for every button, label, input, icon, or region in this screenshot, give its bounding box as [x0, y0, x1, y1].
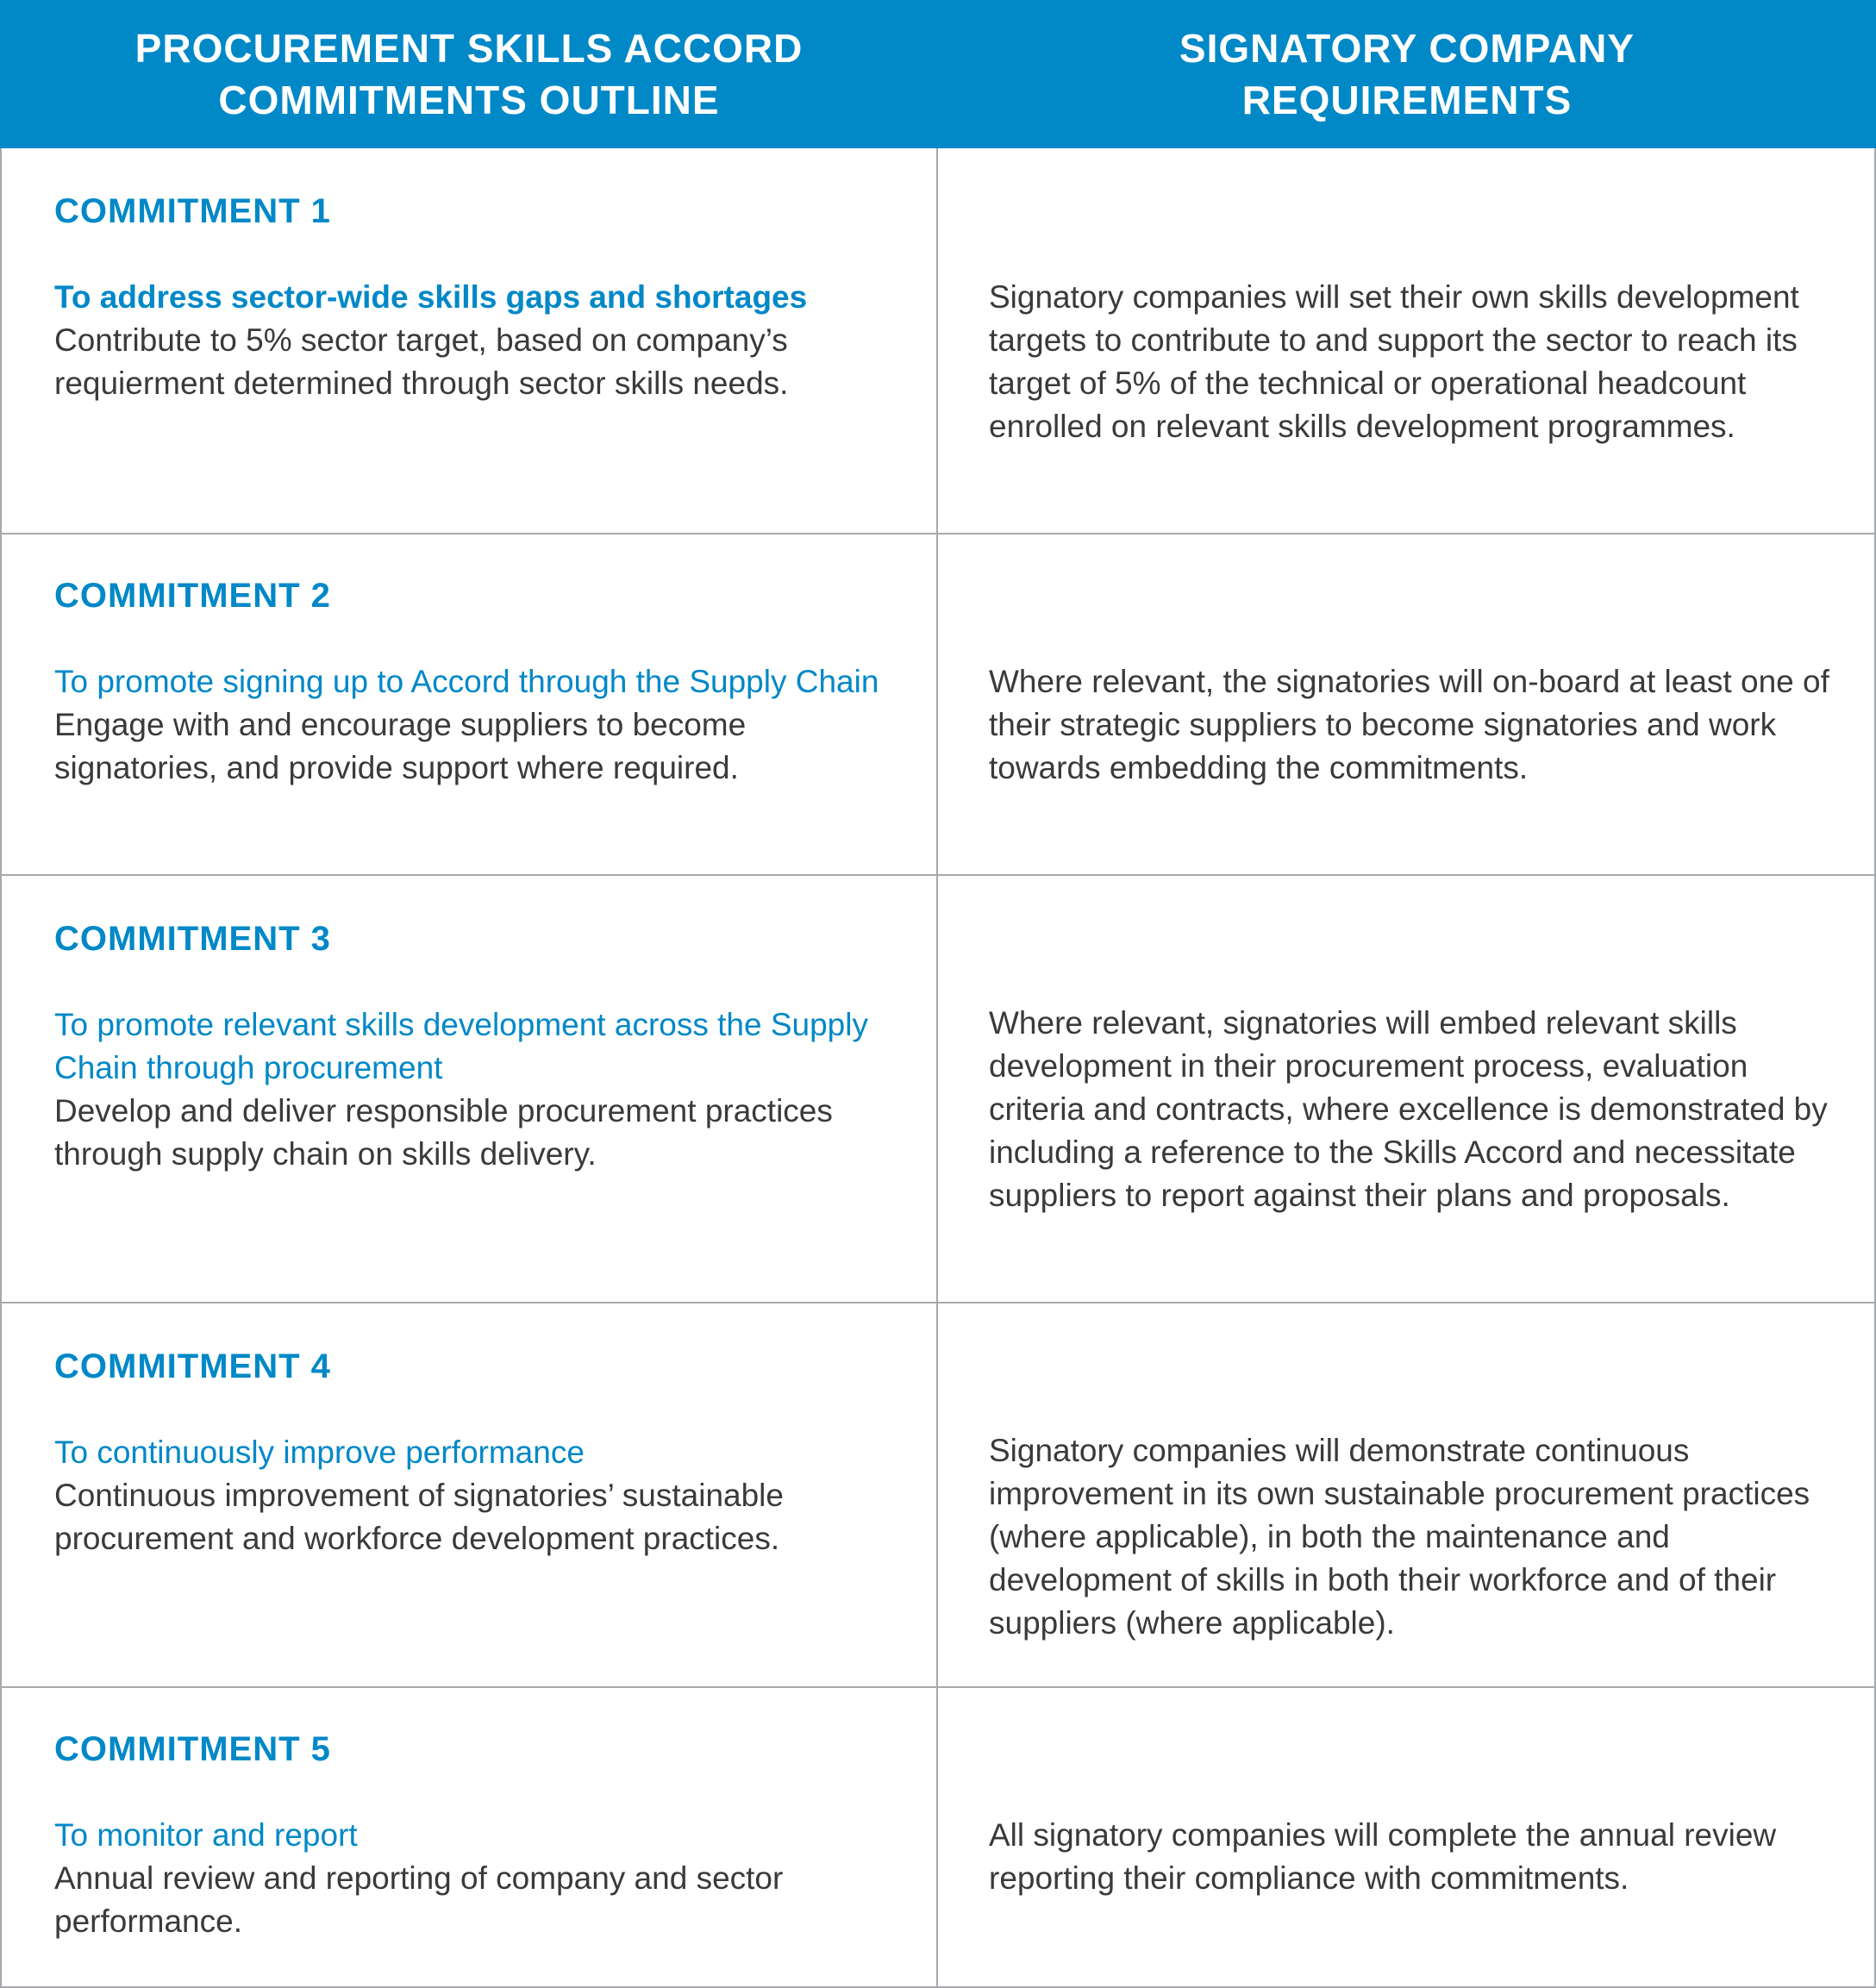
commitment-title: COMMITMENT 4: [54, 1347, 331, 1385]
commitment-subtitle: To continuously improve performance: [54, 1435, 585, 1470]
commitment-title: COMMITMENT 2: [54, 577, 331, 615]
commitment-title: COMMITMENT 3: [54, 920, 331, 958]
requirement-text: All signatory companies will complete the annual review reporting their compliance with commitments.: [989, 1817, 1777, 1896]
commitment-subtitle: To address sector-wide skills gaps and shortages: [54, 279, 808, 315]
commitment-cell: [0, 535, 938, 874]
header-right-line2: REQUIREMENTS: [1241, 78, 1573, 122]
commitment-cell: [0, 1688, 938, 1986]
table-row: [0, 148, 1876, 535]
table-row: [0, 876, 1876, 1303]
header-left-line1: PROCUREMENT SKILLS ACCORD: [134, 26, 804, 71]
requirement-text: Where relevant, signatories will embed relevant skills development in their procurement process, evaluation criteria and contracts, where excellence is demonstrated by including a reference to the Skills Accord and necessitate suppliers to report against their plans and proposals.: [989, 1005, 1828, 1213]
table-row: [0, 1688, 1876, 1988]
commitment-cell: [0, 1303, 938, 1686]
commitment-subtitle: To monitor and report: [54, 1817, 358, 1853]
commitment-title: COMMITMENT 1: [54, 192, 331, 230]
requirement-cell: [938, 1303, 1876, 1686]
header-right-line1: SIGNATORY COMPANY: [1179, 26, 1635, 71]
commitment-title: COMMITMENT 5: [54, 1730, 331, 1768]
requirement-text: Signatory companies will demonstrate continuous improvement in its own sustainable procurement practices (where applicable), in both the maintenance and development of skills in both their workforce and of their suppliers (where applicable).: [989, 1433, 1810, 1641]
requirement-cell: [938, 535, 1876, 874]
requirement-cell: [938, 148, 1876, 533]
commitment-description: Engage with and encourage suppliers to become signatories, and provide support where required.: [54, 707, 747, 785]
requirement-cell: [938, 1688, 1876, 1986]
commitment-subtitle: To promote relevant skills development across the Supply Chain through procurement: [54, 1007, 868, 1085]
commitment-cell: [0, 876, 938, 1302]
commitment-subtitle: To promote signing up to Accord through the Supply Chain: [54, 664, 879, 699]
header-commitments-outline: [0, 0, 938, 148]
table-row: [0, 535, 1876, 876]
requirement-cell: [938, 876, 1876, 1302]
table-header: [0, 0, 1876, 148]
requirement-text: Signatory companies will set their own skills development targets to contribute to and support the sector to reach its target of 5% of the technical or operational headcount enrolled on relevant skills development programmes.: [989, 279, 1799, 444]
commitment-description: Annual review and reporting of company and sector performance.: [54, 1860, 784, 1939]
commitment-description: Develop and deliver responsible procurement practices through supply chain on skills delivery.: [54, 1093, 833, 1172]
commitment-cell: [0, 148, 938, 533]
commitment-description: Continuous improvement of signatories’ sustainable procurement and workforce development practices.: [54, 1478, 784, 1556]
header-signatory-requirements: [938, 0, 1876, 148]
commitment-description: Contribute to 5% sector target, based on company’s requierment determined through sector skills needs.: [54, 322, 789, 401]
header-left-line2: COMMITMENTS OUTLINE: [218, 78, 720, 122]
table-row: [0, 1303, 1876, 1688]
requirement-text: Where relevant, the signatories will on-board at least one of their strategic suppliers to become signatories and work towards embedding the commitments.: [989, 664, 1829, 785]
